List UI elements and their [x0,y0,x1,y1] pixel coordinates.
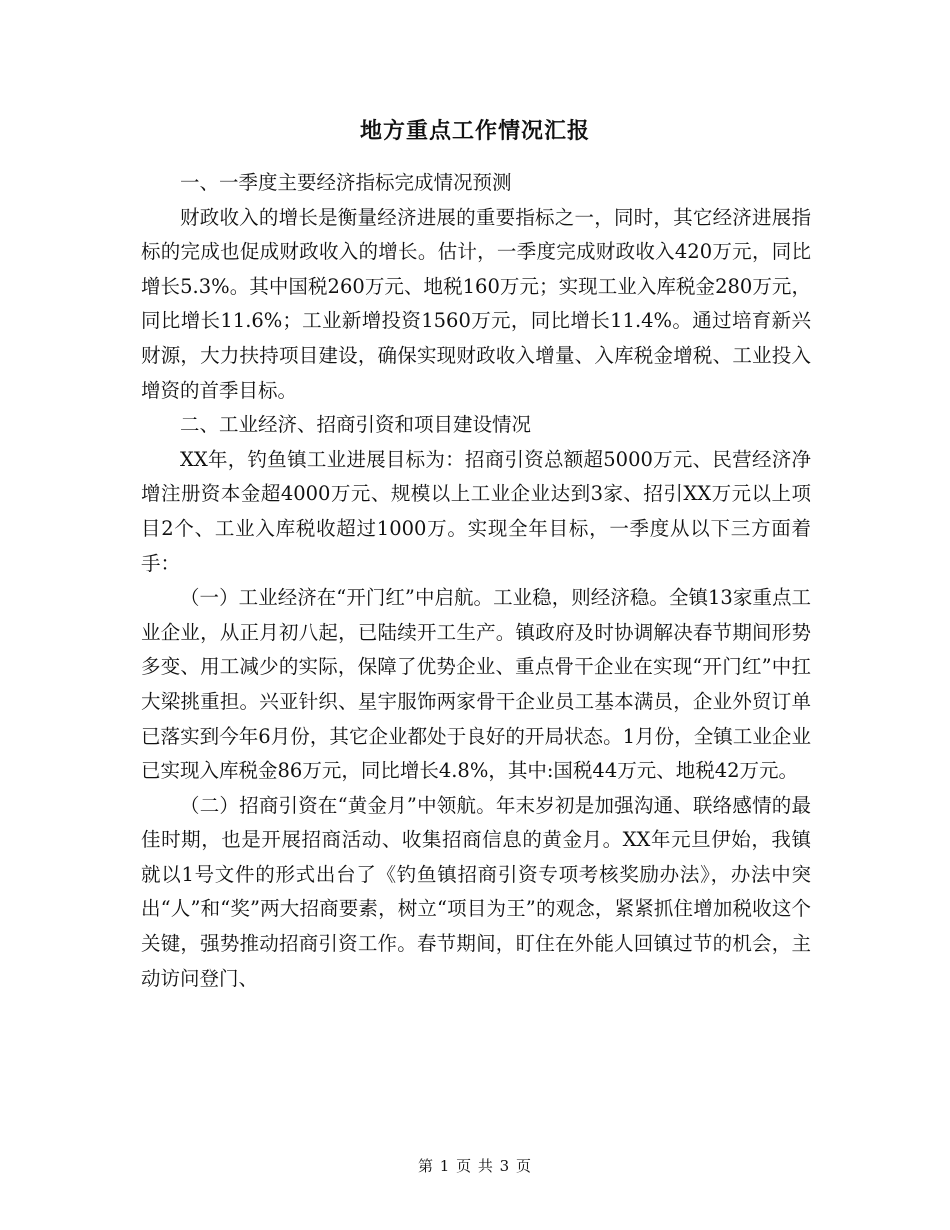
document-body [141,166,811,996]
paragraph-investment-attraction: （二）招商引资在“黄金月”中领航。年末岁初是加强沟通、联络感情的最佳时期，也是开展招商活动、收集招商信息的黄金月。XX年元旦伊始，我镇就以1号文件的形式出台了《钓鱼镇招商引资专项考核奖励办法》，办法中突出“人”和“奖”两大招商要素，树立“项目为王”的观念，紧紧抓住增加税收这个关键，强势推动招商引资工作。春节期间，盯住在外能人回镇过节的机会，主动访问登门、 [141,793,811,990]
section-heading-2: 二、工业经济、招商引资和项目建设情况 [180,413,532,437]
document-title: 地方重点工作情况汇报 [359,118,590,144]
page-number-footer: 第 1 页 共 3 页 [418,1157,532,1175]
paragraph-annual-goals: XX年，钓鱼镇工业进展目标为：招商引资总额超5000万元、民营经济净增注册资本金超4000万元、规模以上工业企业达到3家、招引XX万元以上项目2个、工业入库税收超过1000万。实现全年目标，一季度从以下三方面着手： [141,447,811,575]
section-heading-1: 一、一季度主要经济指标完成情况预测 [180,171,512,194]
paragraph-industrial-economy: （一）工业经济在“开门红”中启航。工业稳，则经济稳。全镇13家重点工业企业，从正月初八起，已陆续开工生产。镇政府及时协调解决春节期间形势多变、用工减少的实际，保障了优势企业、重点骨干企业在实现“开门红”中扛大梁挑重担。兴亚针织、星宇服饰两家骨干企业员工基本满员，企业外贸订单已落实到今年6月份，其它企业都处于良好的开局状态。1月份，全镇工业企业已实现入库税金86万元，同比增长4.8%，其中:国税44万元、地税42万元。 [141,586,811,783]
paragraph-fiscal-revenue: 财政收入的增长是衡量经济进展的重要指标之一，同时，其它经济进展指标的完成也促成财政收入的增长。估计，一季度完成财政收入420万元，同比增长5.3%。其中国税260万元、地税160万元；实现工业入库税金280万元，同比增长11.6%；工业新增投资1560万元，同比增长11.4%。通过培育新兴财源，大力扶持项目建设，确保实现财政收入增量、入库税金增税、工业投入增资的首季目标。 [141,205,811,402]
